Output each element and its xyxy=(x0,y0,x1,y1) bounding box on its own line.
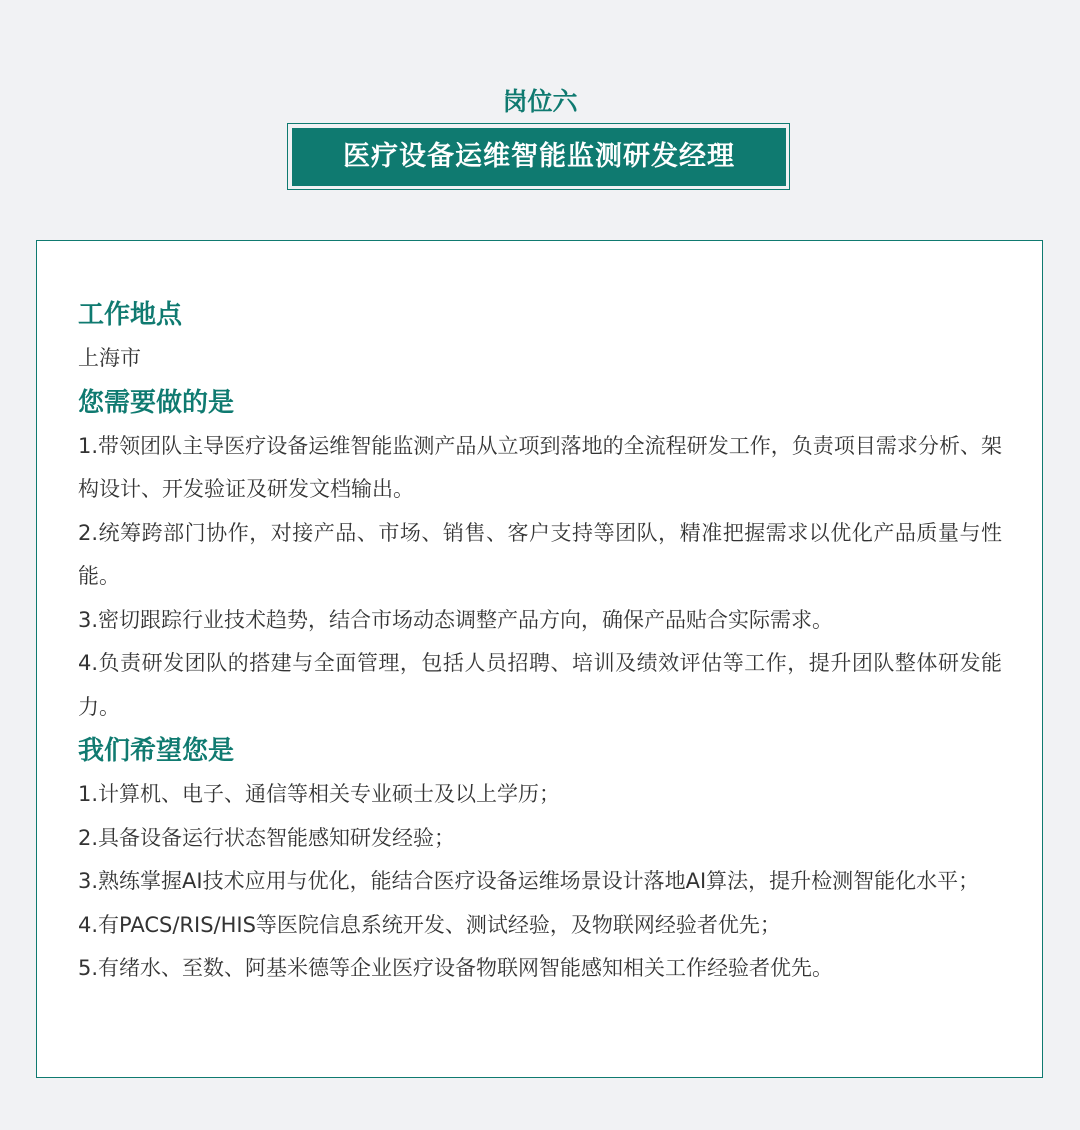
requirement-item: 4.有PACS/RIS/HIS等医院信息系统开发、测试经验，及物联网经验者优先； xyxy=(78,912,781,937)
duty-item: 4.负责研发团队的搭建与全面管理，包括人员招聘、培训及绩效评估等工作，提升团队整体研发能力。 xyxy=(78,651,1002,719)
duties-heading: 您需要做的是 xyxy=(78,387,235,418)
location-value: 上海市 xyxy=(78,346,141,370)
duty-item: 3.密切跟踪行业技术趋势，结合市场动态调整产品方向，确保产品贴合实际需求。 xyxy=(78,607,834,632)
requirement-item: 5.有绪水、至数、阿基米德等企业医疗设备物联网智能感知相关工作经验者优先。 xyxy=(78,956,834,980)
requirements-list xyxy=(78,773,1002,991)
requirement-item: 2.具备设备运行状态智能感知研发经验； xyxy=(78,825,456,850)
job-description-card xyxy=(36,240,1043,1078)
requirements-heading: 我们希望您是 xyxy=(78,736,235,766)
duties-list xyxy=(78,425,1002,730)
requirement-item: 1.计算机、电子、通信等相关专业硕士及以上学历； xyxy=(78,782,561,806)
duty-item: 1.带领团队主导医疗设备运维智能监测产品从立项到落地的全流程研发工作，负责项目需求分析、架构设计、开发验证及研发文档输出。 xyxy=(78,433,1002,501)
requirement-item: 3.熟练掌握AI技术应用与优化，能结合医疗设备运维场景设计落地AI算法，提升检测智能化水平； xyxy=(78,869,980,893)
job-title: 医疗设备运维智能监测研发经理 xyxy=(292,128,786,186)
duty-item: 2.统筹跨部门协作，对接产品、市场、销售、客户支持等团队，精准把握需求以优化产品质量与性能。 xyxy=(78,520,1002,588)
position-label: 岗位六 xyxy=(502,87,578,116)
location-heading: 工作地点 xyxy=(78,300,183,330)
